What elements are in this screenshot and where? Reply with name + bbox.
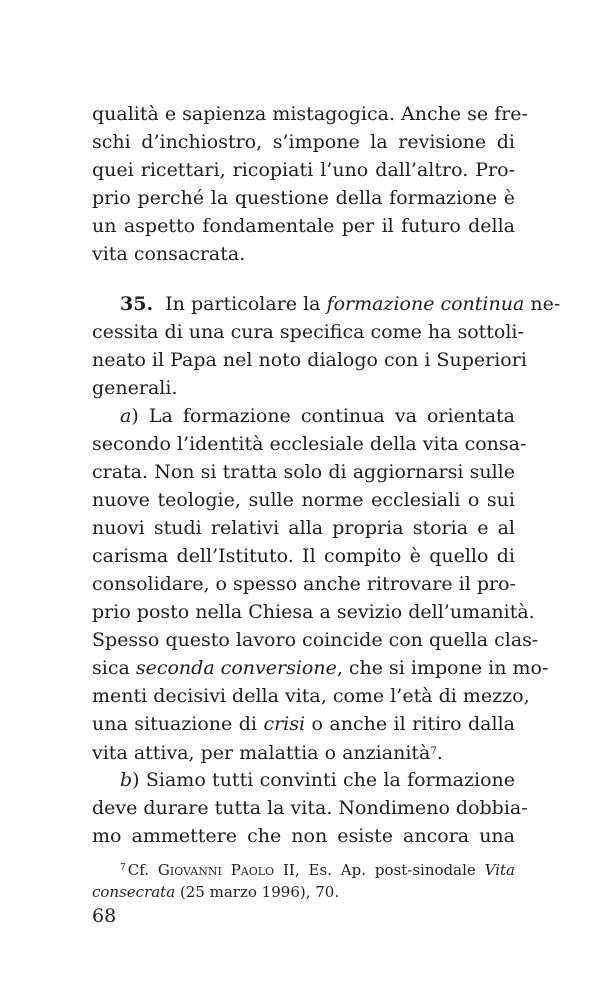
paragraph-a-line-12 xyxy=(92,710,515,738)
paragraph-b-line-2: deve durare tutta la vita. Nondimeno dobbia- xyxy=(92,797,528,819)
paragraph-a-text: sica xyxy=(92,657,130,679)
paragraph-a-line-5: nuovi studi relativi alla propria storia e al xyxy=(92,517,515,539)
paragraph-a-text: una situazione di xyxy=(92,713,257,735)
footnote-reference: 7 xyxy=(430,746,437,757)
paragraph-35-line-4: generali. xyxy=(92,377,178,399)
paragraph-1-line-2: schi d’inchiostro, s’impone la revisione di xyxy=(92,131,515,153)
paragraph-b-line-3: mo ammettere che non esiste ancora una xyxy=(92,825,515,847)
paragraph-a-text: ) La formazione continua va orientata xyxy=(131,405,515,427)
paragraph-a-text: o anche il ritiro dalla xyxy=(311,713,515,735)
paragraph-a-line-13 xyxy=(92,738,515,767)
paragraph-a-line-8: prio posto nella Chiesa a sevizio dell’umanità. xyxy=(92,601,535,623)
paragraph-a-line-10 xyxy=(92,654,549,682)
paragraph-a-line-1 xyxy=(92,402,515,430)
paragraph-1-line-4: prio perché la questione della formazione è xyxy=(92,187,515,209)
paragraph-35-text-a: In particolare la xyxy=(165,293,321,315)
paragraph-a-line-2: secondo l’identità ecclesiale della vita consa- xyxy=(92,433,527,455)
paragraph-1-line-5: un aspetto fondamentale per il futuro della xyxy=(92,215,515,237)
paragraph-a-letter: a xyxy=(120,405,132,427)
paragraph-a-line-6: carisma dell’Istituto. Il compito è quello di xyxy=(92,545,515,567)
paragraph-35-text-b: ne- xyxy=(530,293,561,315)
paragraph-a-text: . xyxy=(436,742,443,764)
paragraph-a-line-3: crata. Non si tratta solo di aggiornarsi sulle xyxy=(92,461,515,483)
footnote-number: 7 xyxy=(120,863,126,873)
paragraph-a-italic: crisi xyxy=(263,713,306,735)
paragraph-1-line-3: quei ricettari, ricopiati l’uno dall’altro. Pro- xyxy=(92,159,515,181)
footnote-line-1 xyxy=(92,856,515,882)
paragraph-b-text: ) Siamo tutti convinti che la formazione xyxy=(132,769,515,791)
footnote-author: Giovanni Paolo xyxy=(157,861,275,879)
footnote-italic: consecrata xyxy=(92,883,176,901)
paragraph-1-line-6: vita consacrata. xyxy=(92,243,246,265)
paragraph-number: 35. xyxy=(120,293,154,315)
footnote-text: (25 marzo 1996), 70. xyxy=(179,883,340,901)
paragraph-a-line-4: nuove teologie, sulle norme ecclesiali o sui xyxy=(92,489,515,511)
footnote-text: II, Es. Ap. post-sinodale xyxy=(282,861,476,879)
footnote-italic: Vita xyxy=(484,861,515,879)
paragraph-a-line-7: consolidare, o spesso anche ritrovare il pro- xyxy=(92,573,516,595)
paragraph-a-line-11: menti decisivi della vita, come l’età di mezzo, xyxy=(92,685,530,707)
paragraph-a-text: , che si impone in mo- xyxy=(336,657,549,679)
paragraph-a-italic: seconda conversione xyxy=(135,657,337,679)
paragraph-a-line-9: Spesso questo lavoro coincide con quella clas- xyxy=(92,629,539,651)
paragraph-1-line-1: qualità e sapienza mistagogica. Anche se fre- xyxy=(92,103,528,125)
page-number: 68 xyxy=(92,905,117,927)
paragraph-35-line-1 xyxy=(92,290,561,318)
paragraph-a-text: vita attiva, per malattia o anzianità xyxy=(92,742,431,764)
paragraph-b-line-1 xyxy=(92,766,515,794)
paragraph-35-italic: formazione continua xyxy=(326,293,525,315)
footnote-line-2 xyxy=(92,880,515,904)
paragraph-35-line-3: neato il Papa nel noto dialogo con i Superiori xyxy=(92,349,527,371)
paragraph-b-letter: b xyxy=(120,769,133,791)
footnote-text: Cf. xyxy=(127,861,149,879)
paragraph-35-line-2: cessita di una cura specifica come ha sottoli- xyxy=(92,321,524,343)
